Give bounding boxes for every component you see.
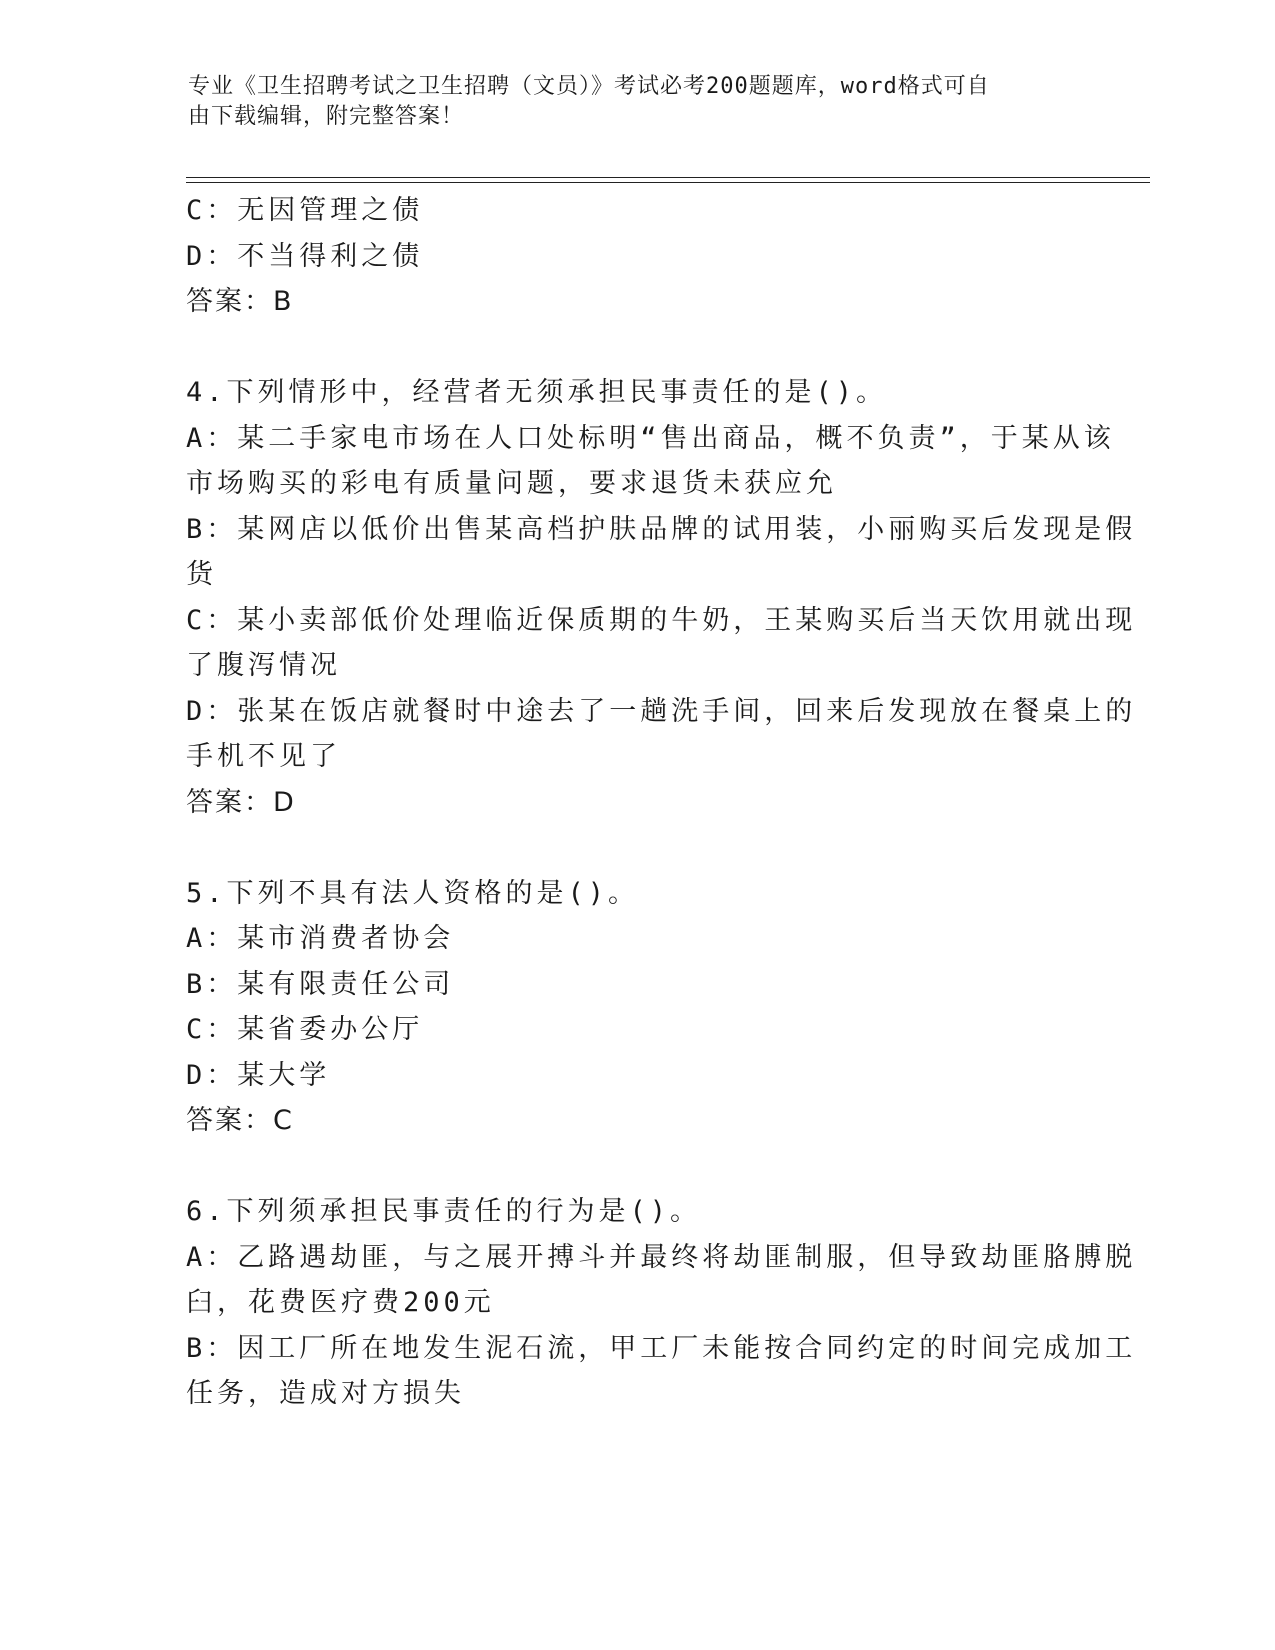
q4-option-a-line-1: A：某二手家电市场在人口处标明“售出商品，概不负责”，于某从该 — [186, 422, 1115, 454]
q3-option-d: D：不当得利之债 — [186, 240, 424, 272]
header-line-2: 由下载编辑，附完整答案！ — [188, 104, 465, 129]
question-3 — [186, 188, 1086, 325]
q4-option-b-line-1: B：某网店以低价出售某高档护肤品牌的试用装，小丽购买后发现是假 — [186, 513, 1137, 545]
header-rule-bottom — [186, 182, 1150, 183]
q4-option-b-line-2: 货 — [186, 559, 217, 590]
q5-option-a: A：某市消费者协会 — [186, 923, 455, 954]
q5-option-d: D：某大学 — [186, 1059, 331, 1091]
spacer — [186, 325, 1086, 371]
q5-option-c: C：某省委办公厅 — [186, 1014, 424, 1045]
question-5 — [186, 871, 1086, 1144]
spacer — [186, 825, 1086, 871]
q3-answer: 答案：B — [186, 286, 294, 317]
q5-answer: 答案：C — [186, 1105, 294, 1136]
q6-option-a-line-2: 臼，花费医疗费200元 — [186, 1287, 495, 1318]
header-line-1: 专业《卫生招聘考试之卫生招聘（文员）》考试必考200题题库，word格式可自 — [188, 74, 990, 99]
spacer — [186, 1144, 1086, 1190]
q4-stem: 4.下列情形中，经营者无须承担民事责任的是()。 — [186, 377, 888, 408]
q6-option-b-line-2: 任务，造成对方损失 — [186, 1378, 465, 1409]
q6-option-a-line-1: A：乙路遇劫匪，与之展开搏斗并最终将劫匪制服，但导致劫匪胳膊脱 — [186, 1241, 1137, 1273]
q4-option-d-line-2: 手机不见了 — [186, 741, 341, 772]
q6-option-b-line-1: B：因工厂所在地发生泥石流，甲工厂未能按合同约定的时间完成加工 — [186, 1332, 1137, 1364]
q5-stem: 5.下列不具有法人资格的是()。 — [186, 877, 640, 909]
question-6 — [186, 1189, 1137, 1417]
q3-option-c: C：无因管理之债 — [186, 195, 424, 226]
q5-option-b: B：某有限责任公司 — [186, 968, 455, 1000]
document-body — [186, 188, 1137, 1417]
header-rule-top — [186, 177, 1150, 178]
q4-option-c-line-1: C：某小卖部低价处理临近保质期的牛奶，王某购买后当天饮用就出现 — [186, 604, 1137, 636]
q6-stem: 6.下列须承担民事责任的行为是()。 — [186, 1196, 702, 1227]
q4-option-d-line-1: D：张某在饭店就餐时中途去了一趟洗手间，回来后发现放在餐桌上的 — [186, 695, 1137, 727]
page-header — [188, 72, 1068, 132]
question-4 — [186, 370, 1137, 825]
q4-answer: 答案：D — [186, 786, 296, 818]
q4-option-a-line-2: 市场购买的彩电有质量问题，要求退货未获应允 — [186, 468, 837, 499]
q4-option-c-line-2: 了腹泻情况 — [186, 650, 341, 681]
